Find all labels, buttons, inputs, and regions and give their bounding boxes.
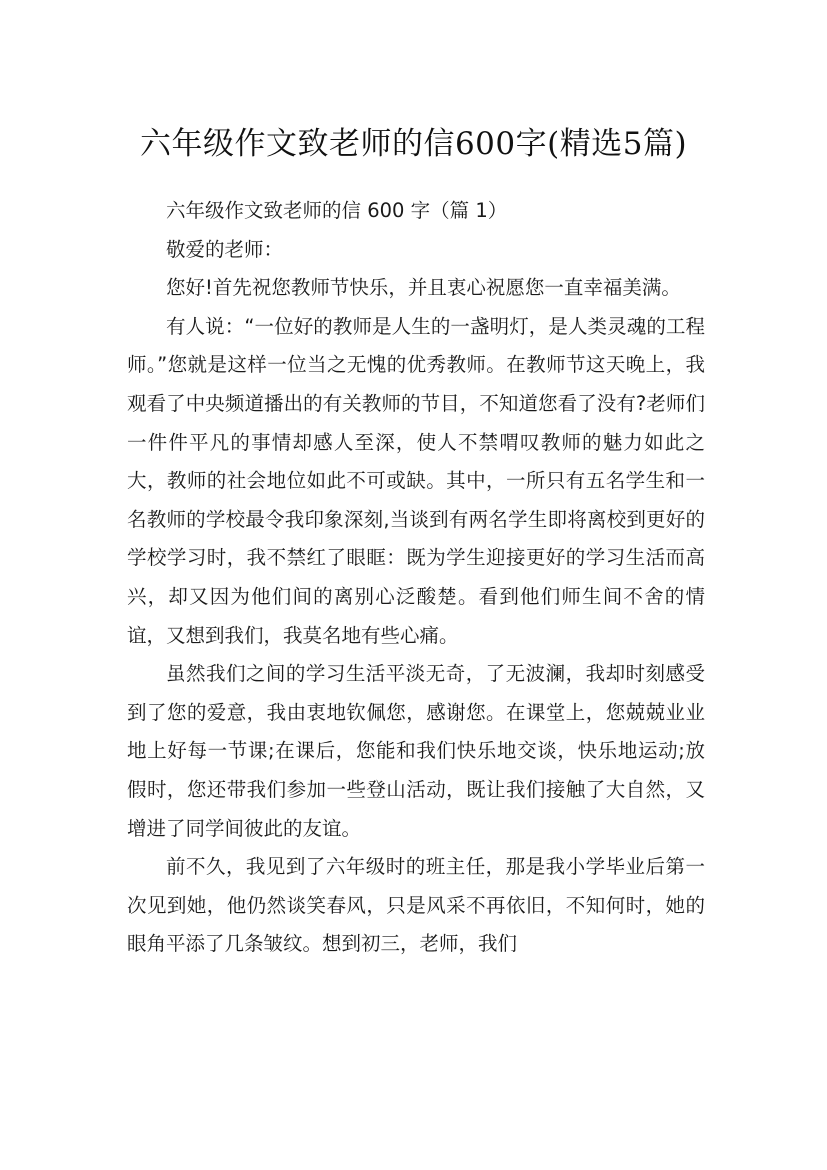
- section-heading: 六年级作文致老师的信 600 字（篇 1）: [166, 199, 508, 222]
- document-body: [127, 192, 705, 964]
- document-title: 六年级作文致老师的信600字(精选5篇): [139, 125, 688, 162]
- body-paragraph: 虽然我们之间的学习生活平淡无奇，了无波澜，我却时刻感受到了您的爱意，我由衷地钦佩您，感谢您。在课堂上，您兢兢业业地上好每一节课;在课后，您能和我们快乐地交谈，快乐地运动;放假时，您还带我们参加一些登山活动，既让我们接触了大自然，又增进了同学间彼此的友谊。: [127, 662, 705, 840]
- body-paragraph: 前不久，我见到了六年级时的班主任，那是我小学毕业后第一次见到她，他仍然谈笑春风，只是风采不再依旧，不知何时，她的眼角平添了几条皱纹。想到初三，老师，我们: [127, 855, 705, 956]
- body-paragraph: 您好!首先祝您教师节快乐，并且衷心祝愿您一直幸福美满。: [166, 276, 681, 300]
- body-paragraph: 有人说：“一位好的教师是人生的一盏明灯，是人类灵魂的工程师。”您就是这样一位当之无愧的优秀教师。在教师节这天晚上，我观看了中央频道播出的有关教师的节目，不知道您看了没有?老师们一件件平凡的事情却感人至深，使人不禁喟叹教师的魅力如此之大，教师的社会地位如此不可或缺。其中，一所只有五名学生和一名教师的学校最令我印象深刻,当谈到有两名学生即将离校到更好的学校学习时，我不禁红了眼眶：既为学生迎接更好的学习生活而高兴，却又因为他们间的离别心泛酸楚。看到他们师生间不舍的情谊，又想到我们，我莫名地有些心痛。: [127, 314, 705, 647]
- salutation: 敬爱的老师：: [166, 237, 284, 261]
